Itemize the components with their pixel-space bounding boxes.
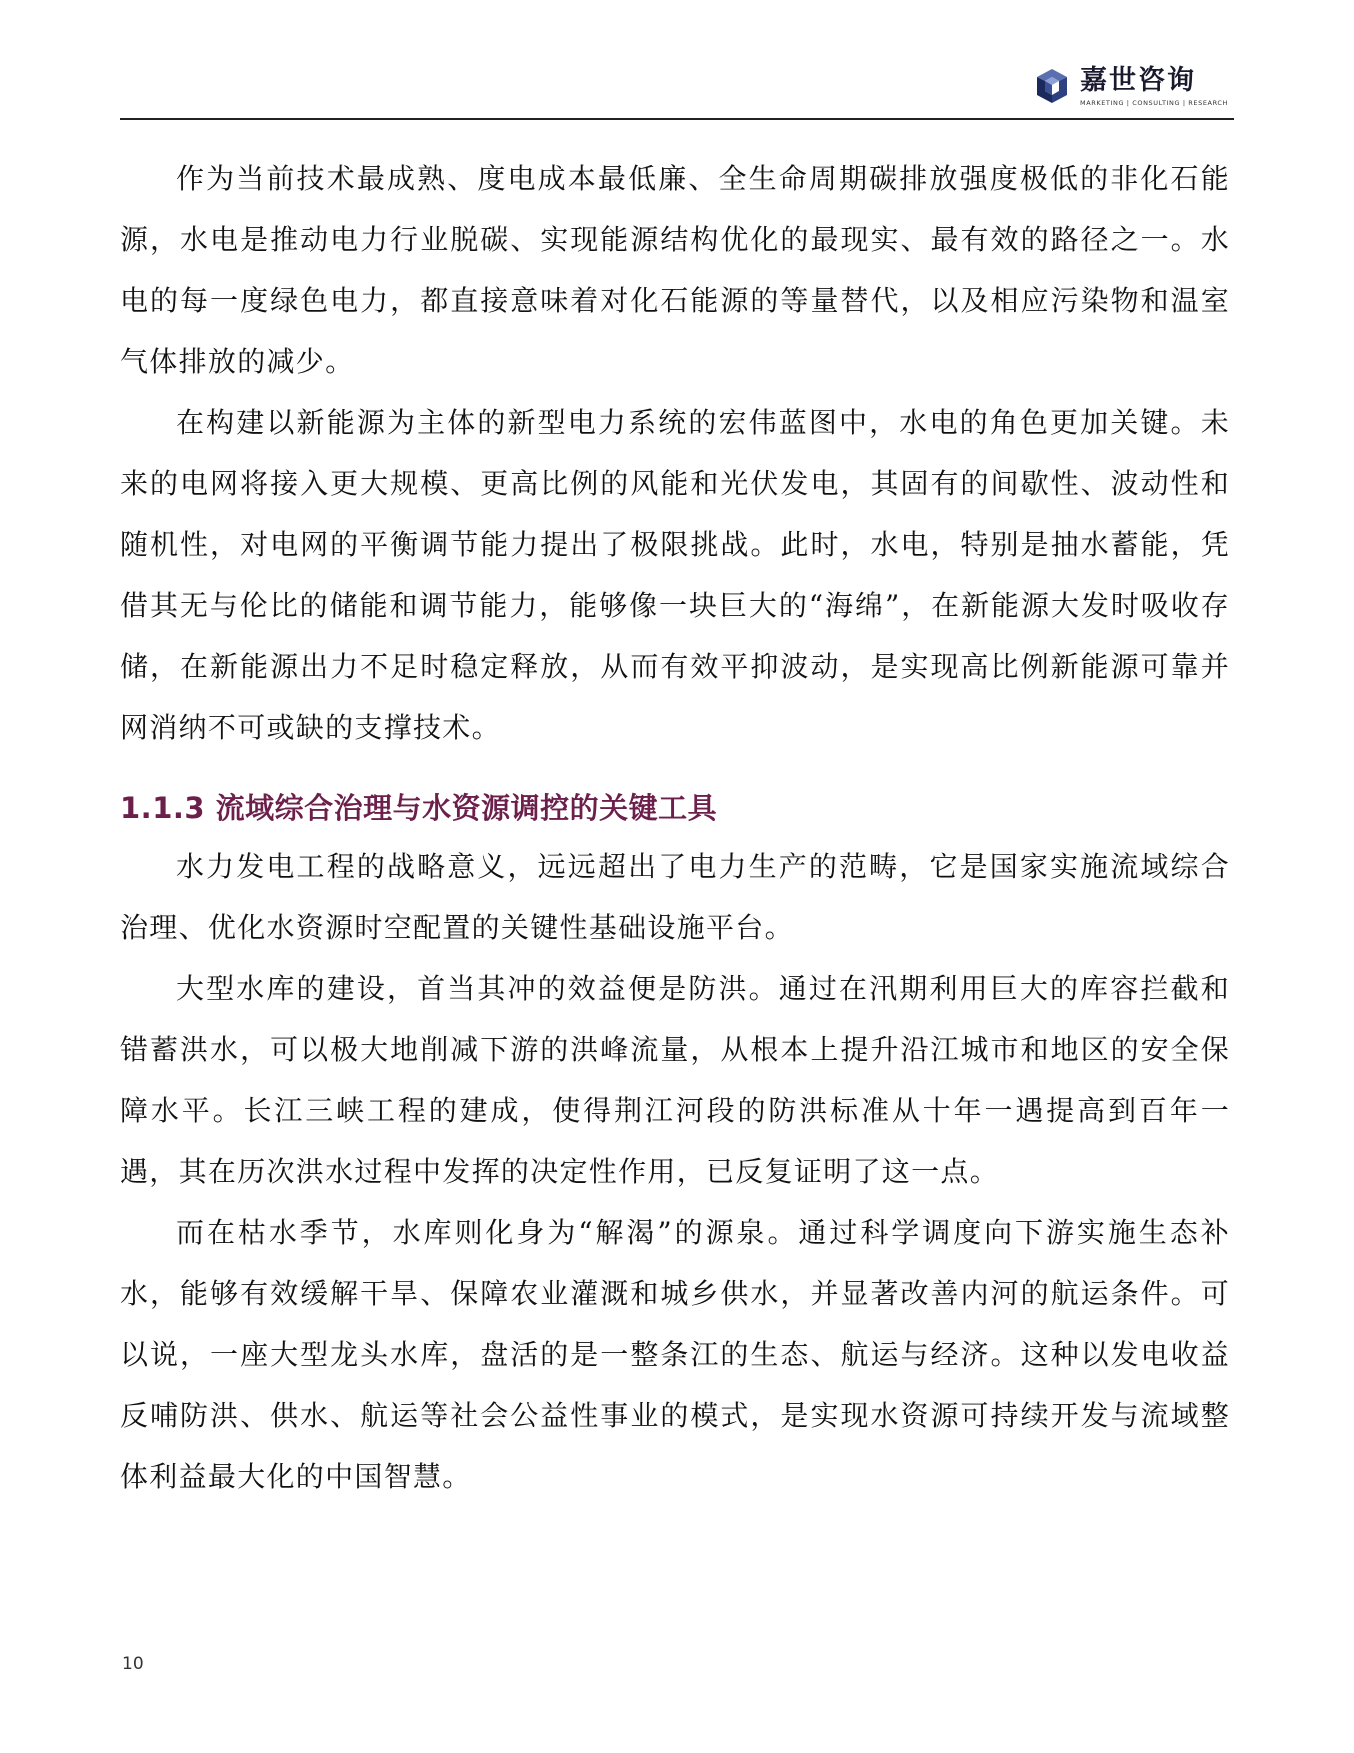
paragraph: 在构建以新能源为主体的新型电力系统的宏伟蓝图中，水电的角色更加关键。未来的电网将接入更大规模、更高比例的风能和光伏发电，其固有的间歇性、波动性和随机性，对电网的平衡调节能力提出了极限挑战。此时，水电，特别是抽水蓄能，凭借其无与伦比的储能和调节能力，能够像一块巨大的“海绵”，在新能源大发时吸收存储，在新能源出力不足时稳定释放，从而有效平抑波动，是实现高比例新能源可靠并网消纳不可或缺的支撑技术。 <box>120 406 1230 744</box>
page-number: 10 <box>122 1654 144 1674</box>
header-divider <box>120 118 1234 120</box>
paragraph: 作为当前技术最成熟、度电成本最低廉、全生命周期碳排放强度极低的非化石能源，水电是推动电力行业脱碳、实现能源结构优化的最现实、最有效的路径之一。水电的每一度绿色电力，都直接意味着对化石能源的等量替代，以及相应污染物和温室气体排放的减少。 <box>120 162 1230 378</box>
paragraph: 水力发电工程的战略意义，远远超出了电力生产的范畴，它是国家实施流域综合治理、优化水资源时空配置的关键性基础设施平台。 <box>120 850 1230 944</box>
logo-cube-icon <box>1032 66 1072 106</box>
paragraph: 而在枯水季节，水库则化身为“解渴”的源泉。通过科学调度向下游实施生态补水，能够有效缓解干旱、保障农业灌溉和城乡供水，并显著改善内河的航运条件。可以说，一座大型龙头水库，盘活的是一整条江的生态、航运与经济。这种以发电收益反哺防洪、供水、航运等社会公益性事业的模式，是实现水资源可持续开发与流域整体利益最大化的中国智慧。 <box>120 1216 1230 1493</box>
page-header <box>120 56 1234 120</box>
logo-tagline: MARKETING | CONSULTING | RESEARCH <box>1079 98 1228 107</box>
document-body <box>120 148 1230 1507</box>
logo-name: 嘉世咨询 <box>1079 64 1196 96</box>
company-logo <box>1032 62 1228 110</box>
section-heading: 1.1.3 流域综合治理与水资源调控的关键工具 <box>120 791 718 825</box>
paragraph: 大型水库的建设，首当其冲的效益便是防洪。通过在汛期利用巨大的库容拦截和错蓄洪水，可以极大地削减下游的洪峰流量，从根本上提升沿江城市和地区的安全保障水平。长江三峡工程的建成，使得荆江河段的防洪标准从十年一遇提高到百年一遇，其在历次洪水过程中发挥的决定性作用，已反复证明了这一点。 <box>120 972 1230 1188</box>
